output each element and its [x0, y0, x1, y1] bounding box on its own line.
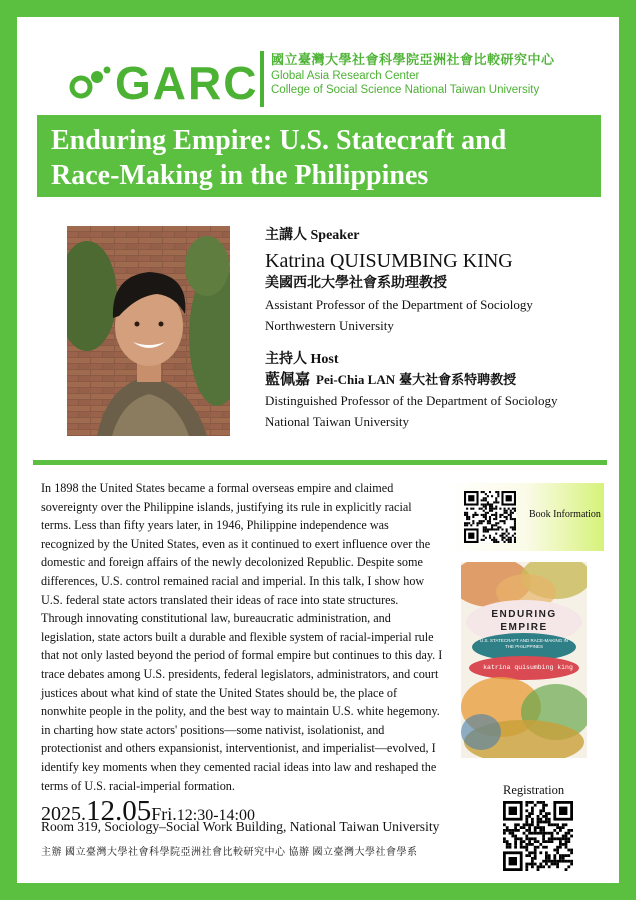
event-year: 2025.	[41, 803, 86, 825]
book-cover	[461, 562, 587, 758]
logo-divider	[260, 51, 264, 107]
event-weekday: Fri.	[151, 804, 177, 824]
speaker-affiliation: Northwestern University	[265, 318, 394, 333]
event-month-day: 12.05	[86, 795, 152, 827]
garc-logo	[69, 55, 259, 111]
poster	[17, 17, 619, 883]
org-name-en-2: College of Social Science National Taiwan University	[271, 84, 540, 96]
logo-text: GARC	[115, 57, 259, 109]
speaker-name: Katrina QUISUMBING KING	[265, 250, 513, 272]
speaker-title-zh: 美國西北大學社會系助理教授	[265, 276, 447, 291]
title-band	[37, 115, 601, 197]
org-name-zh: 國立臺灣大學社會科學院亞洲社會比較研究中心	[271, 52, 555, 67]
host-name-zh: 藍佩嘉	[265, 372, 311, 388]
speaker-title-en: Assistant Professor of the Department of Sociology	[265, 297, 533, 312]
org-name	[271, 51, 555, 97]
host-info	[265, 350, 605, 432]
speaker-portrait-image	[67, 226, 230, 436]
event-title	[37, 115, 601, 193]
section-divider	[33, 460, 607, 465]
book-cover-title-1: ENDURING	[491, 609, 557, 620]
book-info-qr-code[interactable]	[464, 491, 516, 543]
event-title-line1: Enduring Empire: U.S. Statecraft and	[51, 125, 507, 156]
book-cover-art	[461, 562, 587, 758]
event-room: Room 319, Sociology–Social Work Building, National Taiwan University	[41, 819, 440, 834]
registration-qr-code[interactable]	[503, 801, 573, 871]
talk-abstract: In 1898 the United States became a formal overseas empire and claimed sovereignty over the Philippine islands, justifying its rule in explicitly racial terms. Less than fifty years later, in 1946, Philippine independence was recognized by the United States, even as it continued to exert influence over the domestic and foreign affairs of the newly decolonized Republic. Despite some differences, U.S. control remained racial and imperial. In this talk, I show how U.S. federal state actors translated their ideas of race into state structures. Through innovating constitutional law, bureaucratic administration, and legislation, state actors built a durable and flexible system of racial-imperial rule that not only lasted beyond the period of formal empire but continues to this day. I trace debates among U.S. presidents, federal legislators, administrators, and court justices about what kind of state the United States should be, the place of nonwhite people in the polity, and the best way to maintain U.S. white hegemony. in charting how state actors' positions—some nativist, isolationist, and protectionist and others expansionist, interventionist, and imperialist—evolved, I identify key moments when they cemented racial ideas into law and reshaped the terms of U.S. racial-imperial formation.	[41, 481, 443, 793]
registration-label: Registration	[503, 783, 565, 797]
event-sponsors: 主辦 國立臺灣大學社會科學院亞洲社會比較研究中心 協辦 國立臺灣大學社會學系	[41, 847, 418, 858]
org-name-en-1: Global Asia Research Center	[271, 70, 420, 82]
book-info-panel[interactable]	[448, 483, 604, 551]
host-title-zh: 臺大社會系特聘教授	[399, 372, 517, 387]
host-name-en: Pei-Chia LAN	[316, 372, 396, 387]
book-info-label: Book Information	[529, 509, 601, 520]
speaker-info	[265, 226, 605, 432]
event-time: 12:30-14:00	[176, 807, 255, 824]
host-affiliation: National Taiwan University	[265, 414, 409, 429]
speaker-role-label: 主講人 Speaker	[265, 228, 360, 243]
event-title-line2: Race-Making in the Philippines	[51, 160, 429, 191]
book-cover-title-2: EMPIRE	[500, 622, 548, 633]
book-cover-subtitle: U.S. STATECRAFT AND RACE-MAKING IN THE PHILIPPINES	[479, 638, 568, 649]
logo-dots-icon	[69, 65, 113, 101]
speaker-photo	[67, 226, 230, 436]
book-cover-author: katrina quisumbing king	[483, 664, 573, 671]
book-cover-title	[467, 608, 581, 634]
host-title-en: Distinguished Professor of the Department of Sociology	[265, 393, 558, 408]
host-name	[265, 370, 605, 390]
host-role-label: 主持人 Host	[265, 352, 339, 367]
